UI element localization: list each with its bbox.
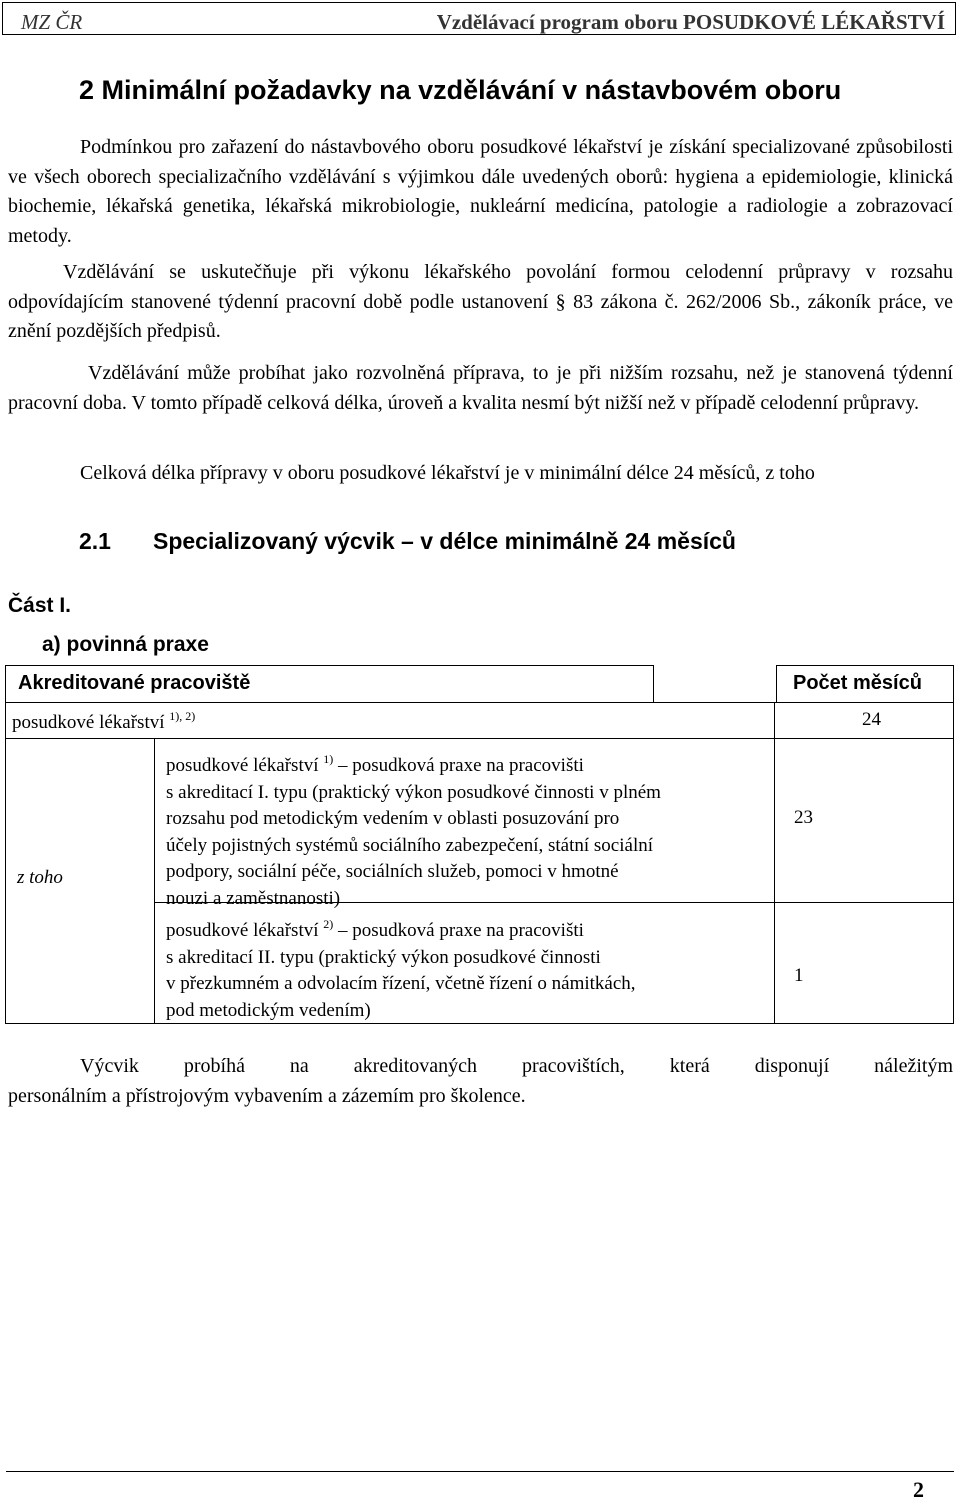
column-header: Akreditované pracoviště [18,672,251,694]
months-value: 23 [794,807,813,828]
table-cell-months [774,738,954,903]
table-row [154,738,775,909]
section-heading: 2 Minimální požadavky na vzdělávání v nástavbovém oboru [79,75,842,105]
part-label: Část I. [8,594,72,617]
page-number: 2 [913,1477,924,1502]
footnote-ref: 2) [323,917,334,931]
row-description: posudkové lékařství $^{1)}$ – posudková praxe na pracovišti s akreditací I. typu (praktický výkon posudkové činnosti v plném rozsahu pod metodickým vedením v oblasti posuzování pro účely pojistných systémů sociálního zabezpečení, státní sociální podpory, sociální péče, sociálních služeb, pomoci v hmotné nouzi a zaměstnanosti) [166,752,661,909]
practice-table [5,665,954,1024]
closing-line: personálním a přístrojovým vybavením a zázemím pro školence. [8,1084,526,1107]
page-header [2,2,956,35]
table-header-workplace [5,665,654,703]
paragraph-text: Celková délka přípravy v oboru posudkové lékařství je v minimální délce 24 měsíců, z toho [80,462,815,484]
table-row [5,702,775,739]
footer-divider [6,1471,954,1472]
table-cell-months [774,902,954,1024]
paragraph-training-form [8,258,953,347]
table-cell-months [774,702,954,739]
column-header: Počet měsíců [793,672,922,694]
paragraph-text: Podmínkou pro zařazení do nástavbového oboru posudkové lékařství je získání specializované způsobilosti ve všech oborech specializačního vzdělávání s výjimkou dále uvedených oborů: hygiena a epidemiologie, klinická biochemie, lékařská genetika, lékařská mikrobiologie, nukleární medicína, patologie a radiologie a zobrazovací metody. [8,136,953,247]
closing-paragraph [8,1052,953,1111]
months-value: 1 [794,965,804,986]
footnote-ref: 1), 2) [169,709,196,723]
row-label: posudkové lékařství $^{1), 2)}$ [12,709,196,733]
row-description: posudkové lékařství $^{2)}$ – posudková praxe na pracovišti s akreditací II. typu (praktický výkon posudkové činnosti v přezkumném a odvolacím řízení, včetně řízení o námitkách, pod metodickým vedením) [166,917,636,1021]
subsection-number: 2.1 [79,528,111,554]
paragraph-text: Vzdělávání se uskutečňuje při výkonu lékařského povolání formou celodenní průpravy v rozsahu odpovídajícím stanovené týdenní pracovní době podle ustanovení § 83 zákona č. 262/2006 Sb., zákoník práce, ve znění pozdějších předpisů. [8,261,953,342]
mandatory-practice-label: a) povinná praxe [42,633,209,656]
paragraph-total-length [8,459,953,489]
z-toho-label: z toho [17,867,63,888]
table-row [154,902,775,1024]
table-header-months [776,665,954,703]
header-program-title: Vzdělávací program oboru POSUDKOVÉ LÉKAŘSTVÍ [436,10,945,34]
paragraph-admission [8,133,953,251]
header-ministry: MZ ČR [21,10,83,34]
subsection-heading [79,528,736,555]
table-cell-z-toho [5,738,155,1024]
subsection-title: Specializovaný výcvik – v délce minimálně 24 měsíců [153,528,736,554]
months-value: 24 [862,709,881,730]
closing-line: Výcvik probíhá na akreditovaných pracovištích, která disponují náležitým [80,1055,953,1077]
footnote-ref: 1) [323,752,334,766]
paragraph-text: Vzdělávání může probíhat jako rozvolněná příprava, to je při nižším rozsahu, než je stanovená týdenní pracovní doba. V tomto případě celková délka, úroveň a kvalita nesmí být nižší než v případě celodenní průpravy. [8,362,953,414]
paragraph-part-time [8,359,953,418]
